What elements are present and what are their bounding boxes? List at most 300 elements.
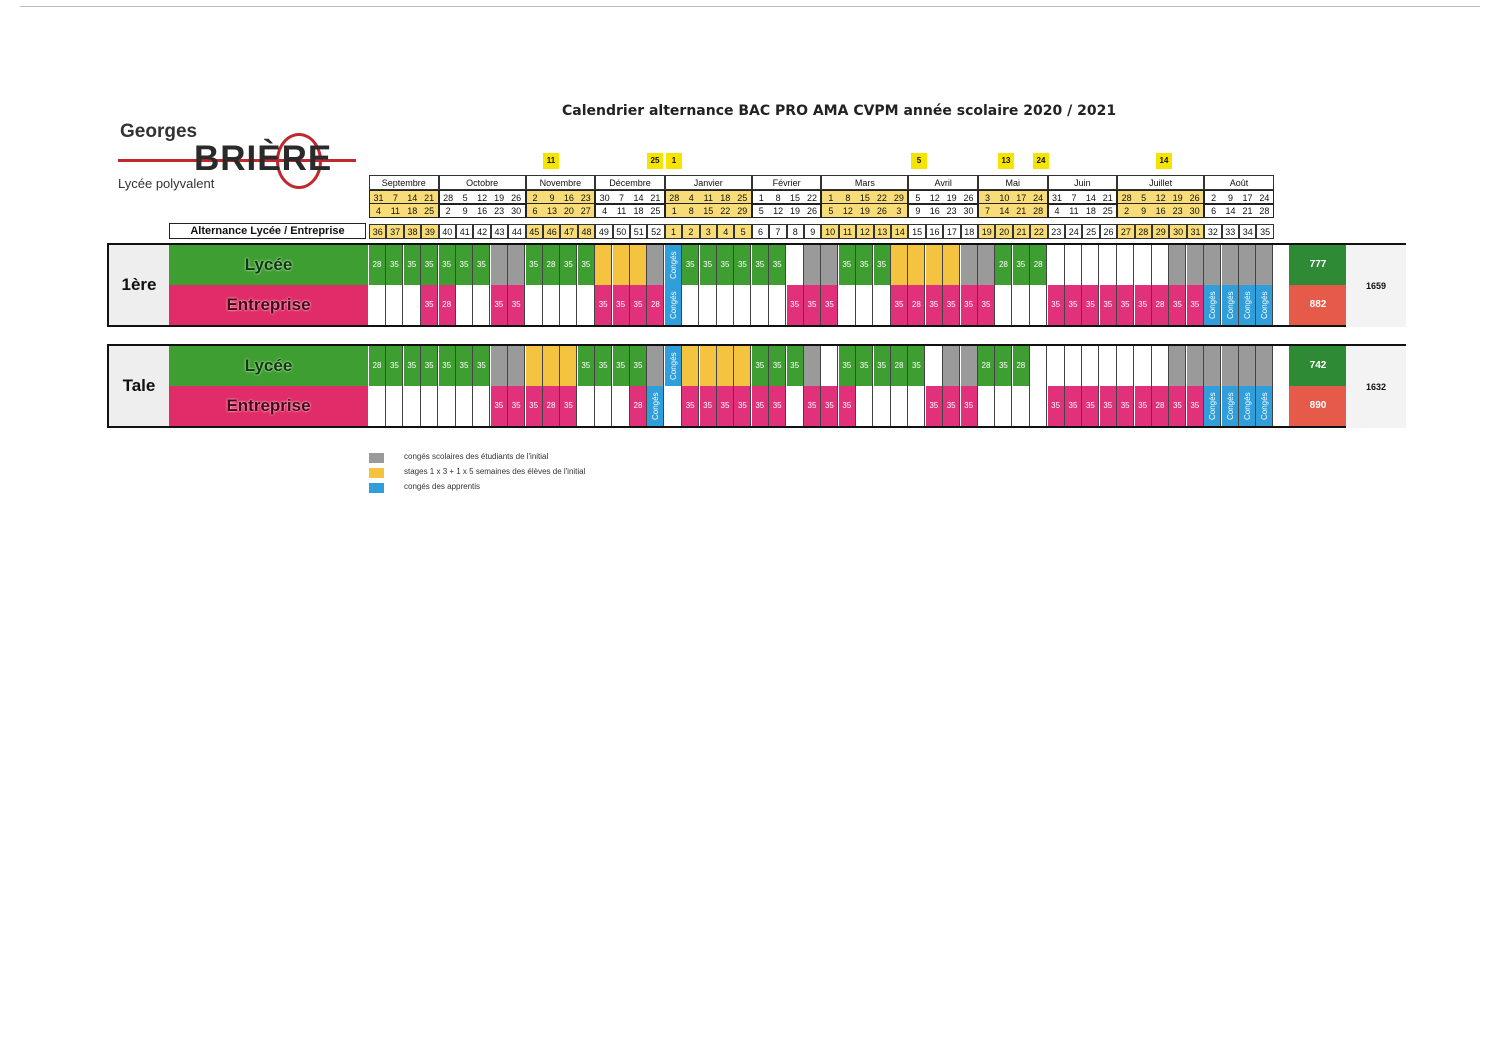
week-cell bbox=[1030, 285, 1047, 325]
day-number: 2 bbox=[1118, 204, 1135, 217]
week-number: 13 bbox=[874, 224, 891, 239]
week-cell: 35 bbox=[560, 245, 577, 285]
day-number: 14 bbox=[996, 204, 1013, 217]
week-cell: 35 bbox=[961, 285, 978, 325]
week-cell bbox=[456, 386, 473, 426]
holiday-marker: 11 bbox=[543, 153, 559, 169]
day-number: 31 bbox=[370, 191, 387, 204]
week-cell: 35 bbox=[804, 285, 821, 325]
week-cell bbox=[560, 346, 577, 386]
week-cell bbox=[908, 386, 925, 426]
schedule-row-1ere-lycee bbox=[369, 245, 1274, 285]
week-cell bbox=[630, 245, 647, 285]
conges-text: Congés bbox=[1225, 392, 1235, 420]
week-cell bbox=[804, 346, 821, 386]
day-number: 27 bbox=[577, 204, 594, 217]
day-number: 11 bbox=[387, 204, 404, 217]
week-cell: 35 bbox=[891, 285, 908, 325]
week-number: 47 bbox=[560, 224, 577, 239]
week-number: 5 bbox=[734, 224, 751, 239]
week-number: 50 bbox=[613, 224, 630, 239]
week-cell bbox=[1100, 245, 1117, 285]
day-number: 18 bbox=[1085, 206, 1096, 216]
week-cell bbox=[526, 346, 543, 386]
week-cell: 35 bbox=[700, 386, 717, 426]
conges-text: Congés bbox=[668, 251, 678, 279]
week-cell bbox=[613, 386, 630, 426]
week-number: 10 bbox=[821, 224, 838, 239]
day-number: 3 bbox=[979, 191, 996, 204]
week-cell: 35 bbox=[613, 346, 630, 386]
week-number: 36 bbox=[369, 224, 386, 239]
week-cell bbox=[821, 245, 838, 285]
week-cell: 35 bbox=[1082, 386, 1099, 426]
holiday-marker: 1 bbox=[666, 153, 682, 169]
week-cell: 28 bbox=[369, 346, 386, 386]
week-cell bbox=[1100, 346, 1117, 386]
week-cell bbox=[839, 285, 856, 325]
day-number: 2 bbox=[445, 206, 451, 216]
week-cell bbox=[943, 346, 960, 386]
month-days-group bbox=[1117, 203, 1204, 218]
week-number: 6 bbox=[752, 224, 769, 239]
day-number: 7 bbox=[619, 193, 625, 203]
day-number: 7 bbox=[1071, 193, 1077, 203]
day-number: 15 bbox=[856, 191, 873, 204]
week-cell bbox=[752, 285, 769, 325]
month-days-group bbox=[752, 203, 822, 218]
day-number: 19 bbox=[856, 204, 873, 217]
week-cell: 35 bbox=[769, 346, 786, 386]
week-cell bbox=[995, 285, 1012, 325]
entreprise-label: Entreprise bbox=[169, 285, 368, 325]
week-cell bbox=[1239, 386, 1256, 426]
week-cell bbox=[1065, 245, 1082, 285]
week-cell bbox=[1187, 346, 1204, 386]
week-cell: 35 bbox=[613, 285, 630, 325]
week-cell: 35 bbox=[595, 346, 612, 386]
legend-swatch bbox=[369, 468, 384, 478]
day-number: 5 bbox=[462, 193, 468, 203]
week-cell bbox=[1117, 346, 1134, 386]
week-cell bbox=[491, 245, 508, 285]
conges-text: Congés bbox=[1243, 392, 1252, 420]
week-cell bbox=[682, 346, 699, 386]
holiday-marker: 13 bbox=[998, 153, 1014, 169]
week-cell bbox=[1048, 346, 1065, 386]
week-cell bbox=[543, 285, 560, 325]
day-number: 6 bbox=[1211, 206, 1217, 216]
day-number: 29 bbox=[734, 204, 751, 217]
holiday-marker: 24 bbox=[1033, 153, 1049, 169]
day-number: 26 bbox=[511, 193, 522, 203]
week-cell bbox=[1256, 245, 1273, 285]
week-cell bbox=[1117, 245, 1134, 285]
week-cell: 35 bbox=[856, 245, 873, 285]
week-cell: 35 bbox=[456, 346, 473, 386]
legend-swatch bbox=[369, 483, 384, 493]
month-header: Mars bbox=[821, 175, 908, 190]
week-number: 41 bbox=[456, 224, 473, 239]
week-cell: 28 bbox=[1030, 245, 1047, 285]
week-number: 27 bbox=[1117, 224, 1134, 239]
week-cell bbox=[665, 285, 682, 325]
week-cell: 35 bbox=[874, 245, 891, 285]
day-number: 16 bbox=[929, 206, 940, 216]
week-cell: 35 bbox=[1048, 285, 1065, 325]
week-number: 16 bbox=[926, 224, 943, 239]
week-number: 11 bbox=[839, 224, 856, 239]
conges-text: Congés bbox=[1208, 392, 1218, 420]
day-number: 5 bbox=[822, 204, 839, 217]
week-cell bbox=[647, 346, 664, 386]
week-cell: 35 bbox=[839, 386, 856, 426]
day-number: 5 bbox=[758, 206, 764, 216]
week-cell: 35 bbox=[1169, 386, 1186, 426]
day-number: 19 bbox=[1169, 191, 1186, 204]
day-number: 22 bbox=[873, 191, 890, 204]
week-cell bbox=[404, 285, 421, 325]
week-cell bbox=[1082, 346, 1099, 386]
week-cell: 35 bbox=[439, 245, 456, 285]
week-cell: 35 bbox=[1117, 285, 1134, 325]
week-cell bbox=[439, 386, 456, 426]
week-cell bbox=[1239, 285, 1256, 325]
school-logo bbox=[116, 121, 361, 191]
week-cell bbox=[856, 386, 873, 426]
day-number: 5 bbox=[1135, 191, 1152, 204]
week-number: 22 bbox=[1030, 224, 1047, 239]
week-cell: 35 bbox=[473, 346, 490, 386]
logo-georges: Georges bbox=[120, 121, 198, 142]
week-cell bbox=[1204, 285, 1221, 325]
month-header: Juillet bbox=[1117, 175, 1204, 190]
week-cell bbox=[1256, 346, 1273, 386]
week-cell: 35 bbox=[421, 346, 438, 386]
week-cell: 35 bbox=[1013, 245, 1030, 285]
week-cell: 35 bbox=[978, 285, 995, 325]
week-cell bbox=[717, 285, 734, 325]
day-number: 24 bbox=[1259, 193, 1270, 203]
month-days-group bbox=[595, 203, 665, 218]
month-header: Octobre bbox=[439, 175, 526, 190]
month-days-group bbox=[1204, 203, 1274, 218]
day-number: 1 bbox=[666, 204, 683, 217]
page-title: Calendrier alternance BAC PRO AMA CVPM année scolaire 2020 / 2021 bbox=[562, 103, 1117, 119]
week-number: 7 bbox=[769, 224, 786, 239]
week-number: 25 bbox=[1082, 224, 1099, 239]
week-cell bbox=[874, 285, 891, 325]
day-number: 23 bbox=[494, 206, 505, 216]
month-header: Juin bbox=[1048, 175, 1118, 190]
week-cell bbox=[1222, 285, 1239, 325]
month-days-group bbox=[665, 203, 752, 218]
day-number: 9 bbox=[915, 206, 921, 216]
week-cell: 35 bbox=[456, 245, 473, 285]
day-number: 28 bbox=[666, 191, 683, 204]
day-number: 11 bbox=[700, 191, 717, 204]
week-cell: 35 bbox=[526, 386, 543, 426]
day-number: 22 bbox=[806, 193, 817, 203]
lycee-total: 777 bbox=[1289, 245, 1347, 285]
week-cell bbox=[1222, 346, 1239, 386]
week-cell: 35 bbox=[473, 245, 490, 285]
week-cell: 28 bbox=[543, 245, 560, 285]
week-number: 26 bbox=[1100, 224, 1117, 239]
week-cell: 35 bbox=[560, 386, 577, 426]
week-cell bbox=[1169, 346, 1186, 386]
week-number: 44 bbox=[508, 224, 525, 239]
day-number: 26 bbox=[873, 204, 890, 217]
day-number: 19 bbox=[790, 206, 801, 216]
week-cell: 35 bbox=[386, 346, 403, 386]
scan-border bbox=[20, 6, 1480, 7]
day-number: 7 bbox=[387, 191, 404, 204]
friday-row bbox=[369, 203, 1289, 218]
month-days-group bbox=[821, 203, 908, 218]
week-number: 29 bbox=[1152, 224, 1169, 239]
month-header: Août bbox=[1204, 175, 1274, 190]
day-number: 9 bbox=[1228, 193, 1234, 203]
day-number: 4 bbox=[683, 191, 700, 204]
week-cell bbox=[1204, 346, 1221, 386]
day-number: 3 bbox=[890, 204, 907, 217]
week-cell bbox=[508, 245, 525, 285]
schedule-row-tale-lycee bbox=[369, 346, 1274, 386]
week-cell bbox=[421, 386, 438, 426]
week-cell: 35 bbox=[717, 245, 734, 285]
week-cell bbox=[1222, 386, 1239, 426]
legend-text: congés des apprentis bbox=[404, 482, 481, 491]
week-number: 19 bbox=[978, 224, 995, 239]
week-cell: 35 bbox=[1187, 386, 1204, 426]
lycee-label: Lycée bbox=[169, 245, 368, 285]
week-cell: 35 bbox=[943, 386, 960, 426]
day-number: 10 bbox=[996, 191, 1013, 204]
lycee-label: Lycée bbox=[169, 346, 368, 386]
week-cell bbox=[943, 245, 960, 285]
week-cell bbox=[769, 285, 786, 325]
day-number: 25 bbox=[421, 204, 438, 217]
week-cell: 28 bbox=[908, 285, 925, 325]
day-number: 12 bbox=[929, 193, 940, 203]
day-number: 30 bbox=[599, 193, 610, 203]
day-number: 4 bbox=[602, 206, 608, 216]
day-number: 13 bbox=[544, 204, 561, 217]
day-number: 14 bbox=[1085, 193, 1096, 203]
week-cell: 35 bbox=[491, 285, 508, 325]
day-number: 22 bbox=[717, 204, 734, 217]
week-number: 40 bbox=[439, 224, 456, 239]
week-cell: 35 bbox=[404, 245, 421, 285]
schedule-row-tale-entreprise bbox=[369, 386, 1274, 426]
month-header: Décembre bbox=[595, 175, 665, 190]
day-number: 9 bbox=[544, 191, 561, 204]
day-number: 14 bbox=[1225, 206, 1236, 216]
week-cell bbox=[1048, 245, 1065, 285]
entreprise-total: 882 bbox=[1289, 285, 1347, 325]
week-cell: 35 bbox=[734, 386, 751, 426]
day-number: 16 bbox=[1152, 204, 1169, 217]
day-number: 8 bbox=[839, 191, 856, 204]
month-days-group bbox=[439, 203, 526, 218]
day-number: 18 bbox=[404, 204, 421, 217]
week-number: 17 bbox=[943, 224, 960, 239]
day-number: 24 bbox=[1030, 191, 1047, 204]
day-number: 12 bbox=[477, 193, 488, 203]
week-cell: 35 bbox=[491, 386, 508, 426]
conges-text: Congés bbox=[1260, 291, 1270, 319]
day-number: 19 bbox=[946, 193, 957, 203]
day-number: 16 bbox=[560, 191, 577, 204]
day-number: 16 bbox=[477, 206, 488, 216]
week-number: 34 bbox=[1239, 224, 1256, 239]
week-cell bbox=[386, 285, 403, 325]
grand-total: 1632 bbox=[1346, 346, 1406, 428]
day-number: 25 bbox=[650, 206, 661, 216]
week-cell bbox=[1013, 285, 1030, 325]
week-cell bbox=[804, 245, 821, 285]
conges-text: Congés bbox=[1208, 291, 1218, 319]
day-number: 7 bbox=[979, 204, 996, 217]
week-cell bbox=[386, 386, 403, 426]
week-cell bbox=[891, 245, 908, 285]
week-cell: 35 bbox=[1135, 285, 1152, 325]
month-header: Septembre bbox=[369, 175, 439, 190]
week-number: 43 bbox=[491, 224, 508, 239]
week-number: 48 bbox=[578, 224, 595, 239]
month-header: Février bbox=[752, 175, 822, 190]
day-number: 30 bbox=[511, 206, 522, 216]
week-cell bbox=[456, 285, 473, 325]
week-cell bbox=[473, 386, 490, 426]
week-cell: 35 bbox=[908, 346, 925, 386]
week-number: 24 bbox=[1065, 224, 1082, 239]
day-number: 2 bbox=[527, 191, 544, 204]
day-number: 11 bbox=[1069, 206, 1079, 216]
week-cell: 35 bbox=[787, 285, 804, 325]
day-number: 26 bbox=[1186, 191, 1203, 204]
week-number: 12 bbox=[856, 224, 873, 239]
week-cell bbox=[734, 346, 751, 386]
week-cell bbox=[978, 245, 995, 285]
day-number: 21 bbox=[1242, 206, 1253, 216]
day-number: 23 bbox=[946, 206, 957, 216]
week-cell: 35 bbox=[682, 245, 699, 285]
week-number: 30 bbox=[1169, 224, 1186, 239]
week-number: 32 bbox=[1204, 224, 1221, 239]
day-number: 1 bbox=[758, 193, 764, 203]
week-cell: 28 bbox=[543, 386, 560, 426]
week-cell bbox=[1013, 386, 1030, 426]
week-cell bbox=[787, 245, 804, 285]
week-cell: 35 bbox=[1082, 285, 1099, 325]
week-cell bbox=[874, 386, 891, 426]
week-number: 35 bbox=[1256, 224, 1273, 239]
week-cell bbox=[1204, 245, 1221, 285]
week-cell bbox=[1082, 245, 1099, 285]
day-number: 12 bbox=[1152, 191, 1169, 204]
conges-text: Congés bbox=[1225, 291, 1235, 319]
month-days-group bbox=[908, 203, 978, 218]
week-cell bbox=[369, 285, 386, 325]
week-cell: 35 bbox=[856, 346, 873, 386]
day-number: 28 bbox=[1118, 191, 1135, 204]
week-number: 42 bbox=[473, 224, 490, 239]
month-header: Mai bbox=[978, 175, 1048, 190]
week-number: 2 bbox=[682, 224, 699, 239]
week-cell: 35 bbox=[508, 386, 525, 426]
week-cell: 35 bbox=[769, 245, 786, 285]
day-number: 20 bbox=[560, 204, 577, 217]
week-cell bbox=[995, 386, 1012, 426]
week-cell: 35 bbox=[839, 245, 856, 285]
week-number: 8 bbox=[787, 224, 804, 239]
week-cell bbox=[1256, 285, 1273, 325]
day-number: 30 bbox=[1186, 204, 1203, 217]
week-number: 4 bbox=[717, 224, 734, 239]
week-number: 39 bbox=[421, 224, 438, 239]
week-cell: 35 bbox=[943, 285, 960, 325]
week-cell: 35 bbox=[821, 386, 838, 426]
week-cell: 35 bbox=[1065, 386, 1082, 426]
level-label: Tale bbox=[109, 346, 169, 426]
week-cell bbox=[926, 245, 943, 285]
week-number: 38 bbox=[404, 224, 421, 239]
week-cell bbox=[787, 386, 804, 426]
week-cell bbox=[578, 386, 595, 426]
conges-text: Congés bbox=[651, 392, 661, 420]
week-cell bbox=[647, 245, 664, 285]
week-number-row bbox=[369, 224, 1289, 239]
month-days-group bbox=[526, 203, 596, 218]
week-number: 9 bbox=[804, 224, 821, 239]
week-number: 46 bbox=[543, 224, 560, 239]
week-cell bbox=[926, 346, 943, 386]
week-cell bbox=[473, 285, 490, 325]
day-number: 4 bbox=[1054, 206, 1060, 216]
week-number: 1 bbox=[665, 224, 682, 239]
week-cell: 35 bbox=[752, 346, 769, 386]
week-cell bbox=[682, 285, 699, 325]
week-cell: 28 bbox=[647, 285, 664, 325]
week-cell: 35 bbox=[578, 346, 595, 386]
legend-text: congés scolaires des étudiants de l'initial bbox=[404, 452, 549, 461]
week-cell bbox=[1169, 245, 1186, 285]
week-cell bbox=[560, 285, 577, 325]
week-cell bbox=[1256, 386, 1273, 426]
conges-text: Congés bbox=[668, 291, 678, 319]
week-cell bbox=[908, 245, 925, 285]
day-number: 28 bbox=[1259, 206, 1270, 216]
legend-swatch bbox=[369, 453, 384, 463]
day-number: 28 bbox=[443, 193, 454, 203]
week-cell bbox=[369, 386, 386, 426]
week-cell bbox=[821, 346, 838, 386]
week-cell: 35 bbox=[682, 386, 699, 426]
week-cell bbox=[665, 386, 682, 426]
day-number: 23 bbox=[1169, 204, 1186, 217]
day-number: 12 bbox=[839, 204, 856, 217]
holiday-marker: 14 bbox=[1156, 153, 1172, 169]
week-cell bbox=[961, 245, 978, 285]
day-number: 25 bbox=[1102, 206, 1113, 216]
week-cell bbox=[543, 346, 560, 386]
week-cell bbox=[1135, 245, 1152, 285]
week-cell: 35 bbox=[926, 285, 943, 325]
week-cell: 35 bbox=[787, 346, 804, 386]
week-cell: 35 bbox=[752, 245, 769, 285]
